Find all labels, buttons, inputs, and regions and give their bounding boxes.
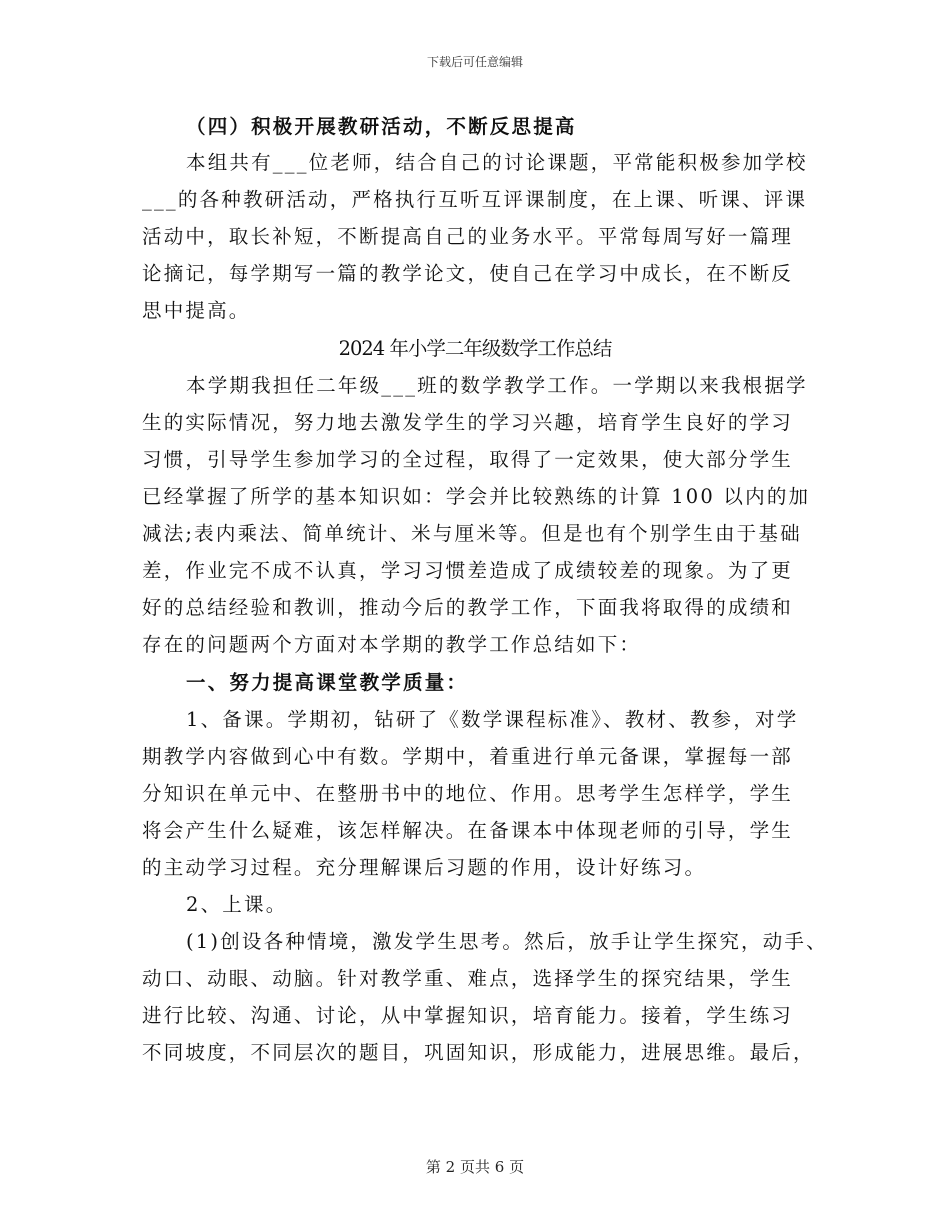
paragraph-line: 进行比较、沟通、讨论，从中掌握知识，培育能力。接着，学生练习 [142, 1004, 794, 1027]
paragraph-line: 不同坡度，不同层次的题目，巩固知识，形成能力，进展思维。最后， [142, 1041, 815, 1064]
paragraph-line: 分知识在单元中、在整册书中的地位、作用。思考学生怎样学，学生 [142, 782, 794, 805]
section-heading: （四）积极开展教研活动，不断反思提高 [186, 115, 577, 138]
page-footer: 第 2 页共 6 页 [425, 1158, 525, 1176]
document-title: 2024 年小学二年级数学工作总结 [338, 337, 612, 360]
paragraph-line: 习惯，引导学生参加学习的全过程，取得了一定效果，使大部分学生 [142, 448, 794, 471]
paragraph-line: 论摘记，每学期写一篇的教学论文，使自己在学习中成长，在不断反 [142, 262, 794, 285]
paragraph-line: 本组共有___位老师，结合自己的讨论课题，平常能积极参加学校 [186, 151, 808, 174]
paragraph-line: ___的各种教研活动，严格执行互听互评课制度，在上课、听课、评课 [142, 188, 808, 211]
header-note: 下载后可任意编辑 [426, 55, 523, 69]
section-heading: 一、努力提高课堂教学质量： [186, 671, 469, 694]
paragraph-line: 好的总结经验和教训，推动今后的教学工作，下面我将取得的成绩和 [142, 596, 794, 619]
paragraph-line: 生的实际情况，努力地去激发学生的学习兴趣，培育学生良好的学习 [142, 411, 794, 434]
paragraph-line: 将会产生什么疑难，该怎样解决。在备课本中体现老师的引导，学生 [142, 819, 794, 842]
paragraph-line: 活动中，取长补短，不断提高自己的业务水平。平常每周写好一篇理 [142, 225, 794, 248]
paragraph-line: 的主动学习过程。充分理解课后习题的作用，设计好练习。 [142, 856, 707, 879]
paragraph-line: 1、备课。学期初，钻研了《数学课程标准》、教材、教参，对学 [186, 708, 799, 731]
paragraph-line: 2、上课。 [186, 893, 288, 916]
paragraph-line: (1)创设各种情境，激发学生思考。然后，放手让学生探究，动手、 [186, 930, 828, 953]
paragraph-line: 减法;表内乘法、简单统计、米与厘米等。但是也有个别学生由于基础 [142, 522, 802, 545]
paragraph-line: 思中提高。 [142, 299, 251, 322]
paragraph-line: 已经掌握了所学的基本知识如：学会并比较熟练的计算 100 以内的加 [142, 485, 811, 508]
paragraph-line: 差，作业完不成不认真，学习习惯差造成了成绩较差的现象。为了更 [142, 559, 794, 582]
paragraph-line: 本学期我担任二年级___班的数学教学工作。一学期以来我根据学 [186, 374, 808, 397]
paragraph-line: 动口、动眼、动脑。针对教学重、难点，选择学生的探究结果，学生 [142, 967, 794, 990]
paragraph-line: 期教学内容做到心中有数。学期中，着重进行单元备课，掌握每一部 [142, 745, 794, 768]
paragraph-line: 存在的问题两个方面对本学期的教学工作总结如下： [142, 633, 642, 656]
